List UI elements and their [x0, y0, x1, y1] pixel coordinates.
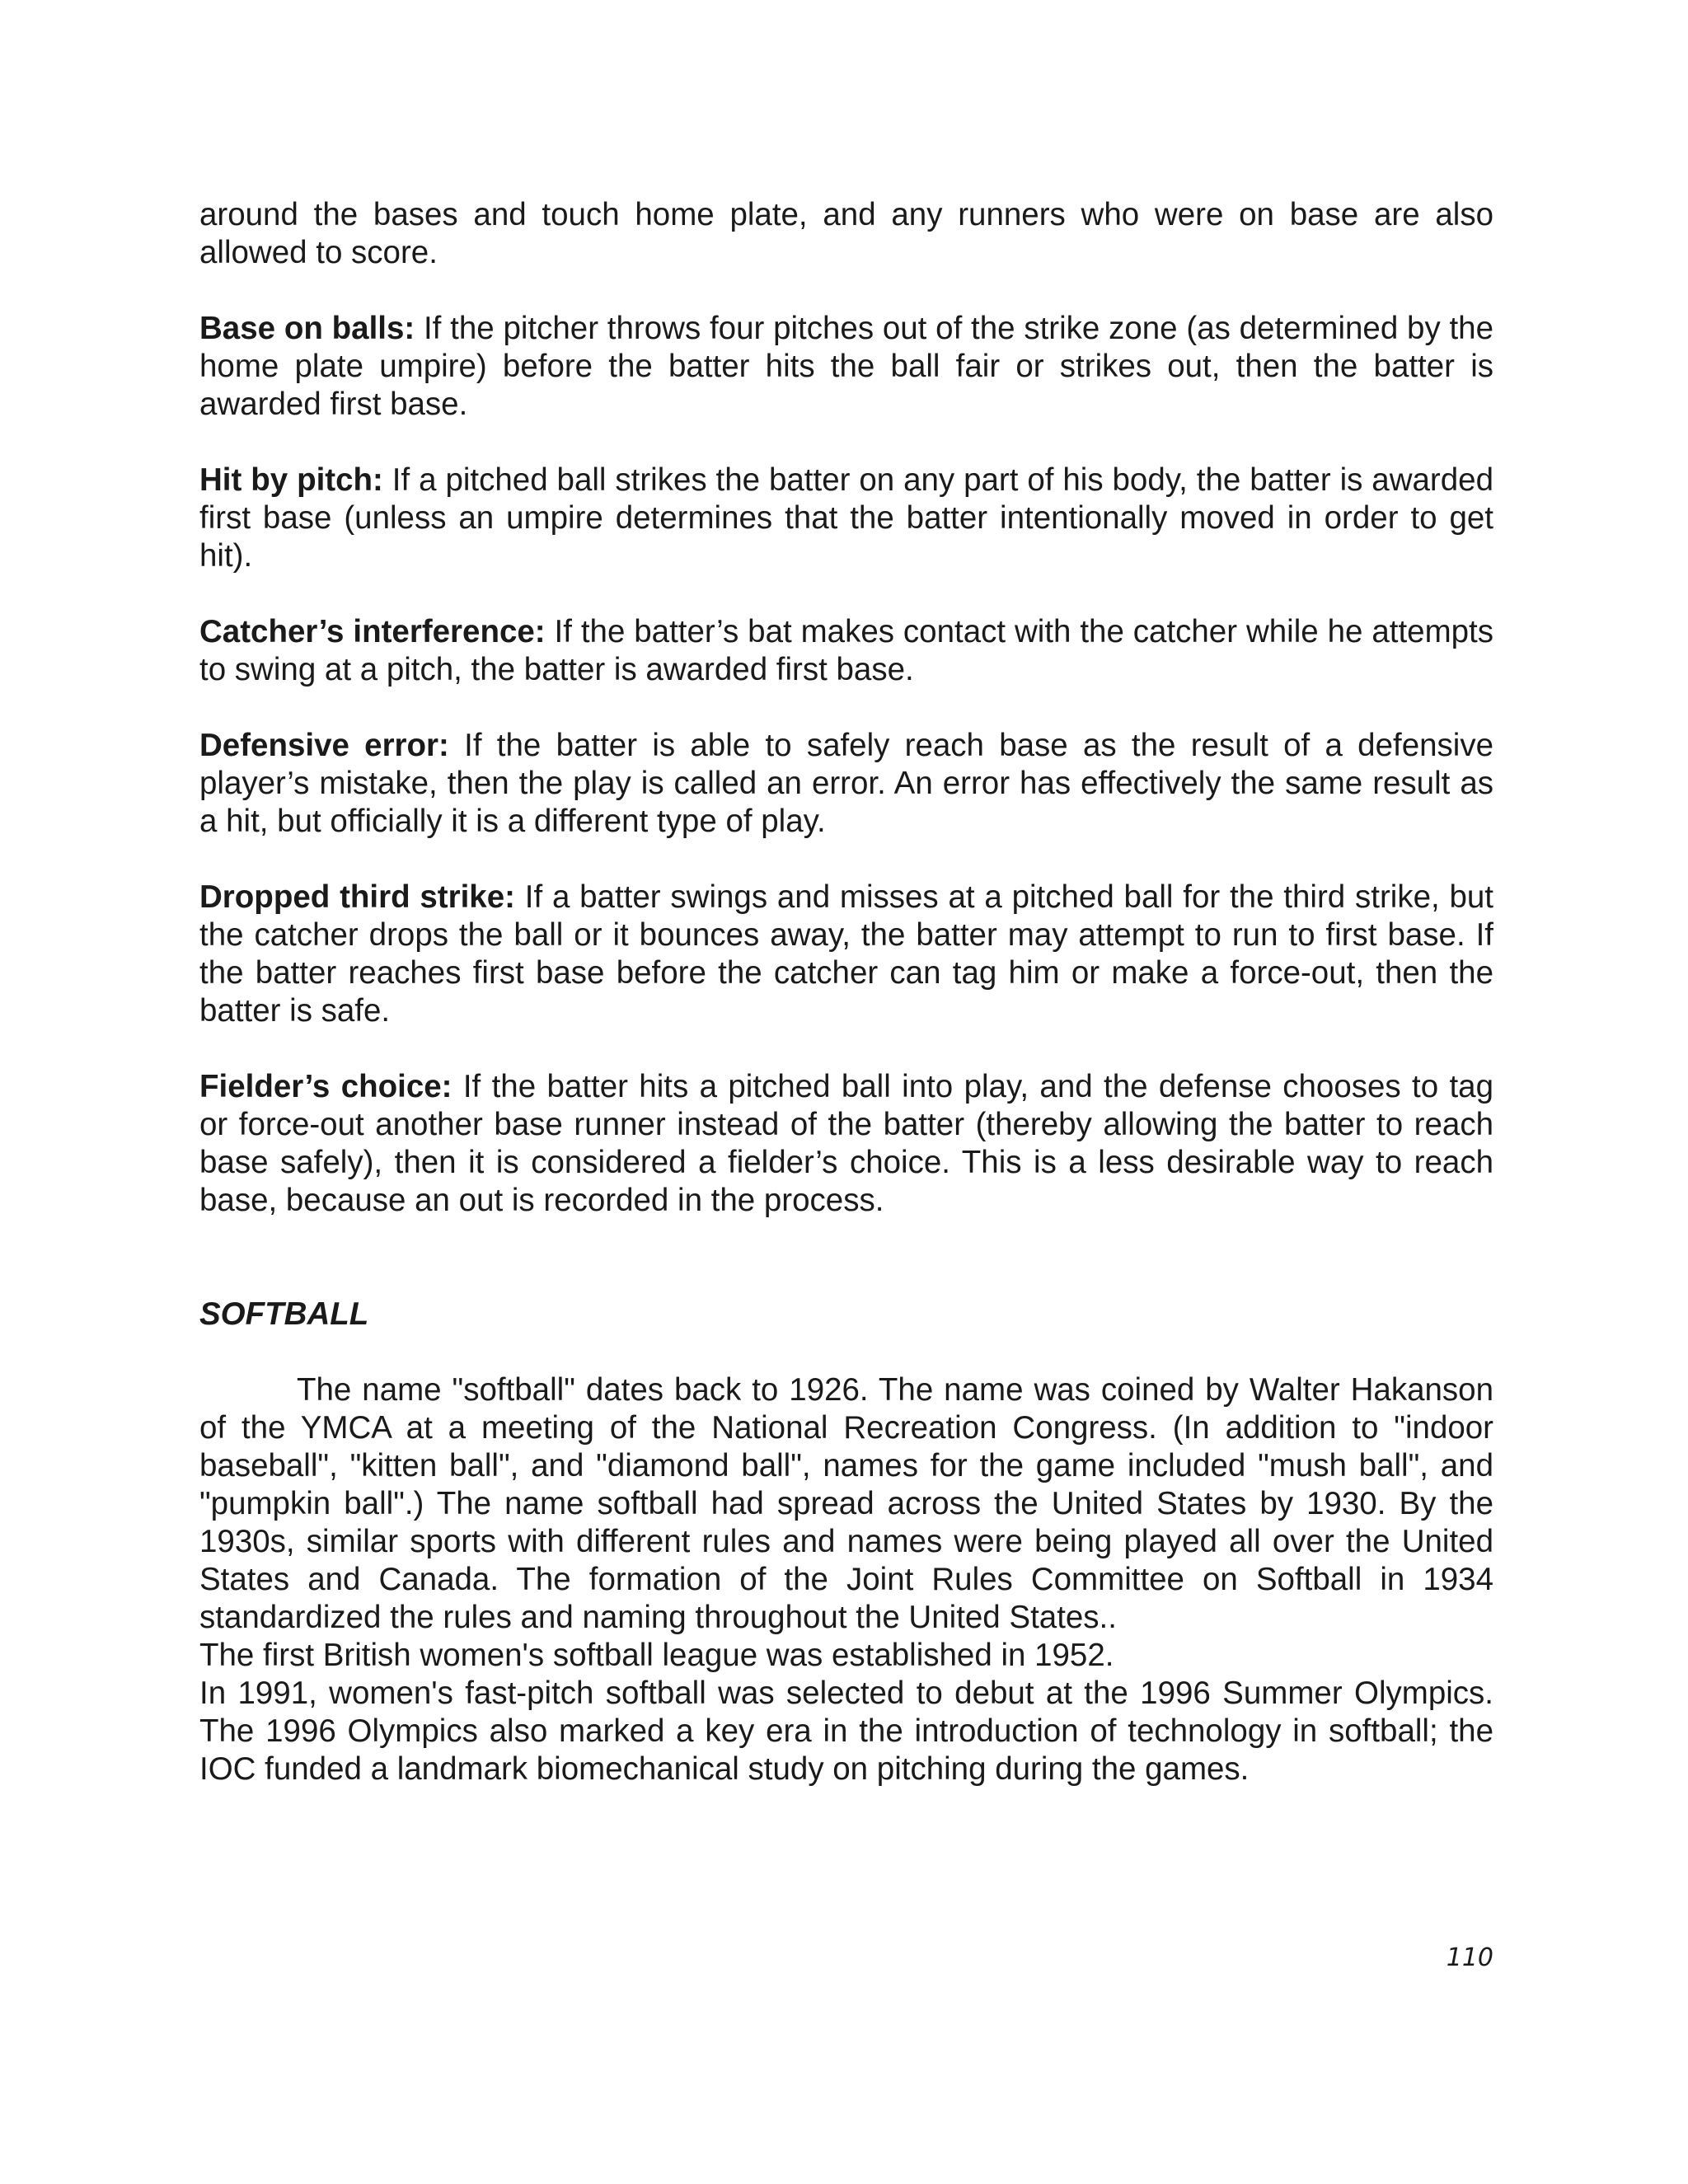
defensive-error-text: If the batter is able to safely reach base as the result of a defensive player’s mistake, then the play is called an error. An error has effectively the same result as a hit, but officially it is a different type of play.	[199, 728, 1493, 839]
base-on-balls-text: If the pitcher throws four pitches out of the strike zone (as determined by the home plate umpire) before the batter hits the ball fair or strikes out, then the batter is awarded first base.	[199, 311, 1493, 422]
base-on-balls-term: Base on balls:	[199, 311, 415, 346]
dropped-third-strike-paragraph	[199, 879, 1493, 1030]
catchers-interference-term: Catcher’s interference:	[199, 614, 546, 649]
page-number: 110	[1446, 1943, 1493, 1972]
intro-continuation-paragraph: around the bases and touch home plate, and any runners who were on base are also allowed to score.	[199, 197, 1493, 270]
fielders-choice-paragraph	[199, 1068, 1493, 1220]
fielders-choice-term: Fielder’s choice:	[199, 1069, 452, 1104]
hit-by-pitch-text: If a pitched ball strikes the batter on any part of his body, the batter is awarded first base (unless an umpire determines that the batter intentionally moved in order to get hit).	[199, 462, 1493, 574]
olympics-paragraph: In 1991, women's fast-pitch softball was selected to debut at the 1996 Summer Olympics. The 1996 Olympics also marked a key era in the introduction of technology in softball; the IOC funded a landmark biomechanical study on pitching during the games.	[199, 1675, 1493, 1787]
hit-by-pitch-term: Hit by pitch:	[199, 462, 383, 498]
dropped-third-strike-term: Dropped third strike:	[199, 879, 515, 915]
catchers-interference-paragraph	[199, 613, 1493, 689]
page-body	[199, 196, 1493, 1788]
section-heading-softball: SOFTBALL	[199, 1296, 369, 1332]
catchers-interference-text: If the batter’s bat makes contact with the catcher while he attempts to swing at a pitch, the batter is awarded first base.	[199, 614, 1493, 687]
hit-by-pitch-paragraph	[199, 462, 1493, 575]
dropped-third-strike-text: If a batter swings and misses at a pitched ball for the third strike, but the catcher drops the ball or it bounces away, the batter may attempt to run to first base. If the batter reaches first base before the catcher can tag him or make a force-out, then the batter is safe.	[199, 879, 1493, 1029]
fielders-choice-text: If the batter hits a pitched ball into play, and the defense chooses to tag or force-out another base runner instead of the batter (thereby allowing the batter to reach base safely), then it is considered a fielder’s choice. This is a less desirable way to reach base, because an out is recorded in the process.	[199, 1069, 1494, 1218]
base-on-balls-paragraph	[199, 310, 1493, 424]
british-league-paragraph: The first British women's softball league was established in 1952.	[199, 1638, 1114, 1673]
defensive-error-term: Defensive error:	[199, 728, 449, 763]
softball-history-paragraph: The name "softball" dates back to 1926. The name was coined by Walter Hakanson of the YMCA at a meeting of the National Recreation Congress. (In addition to "indoor baseball", "kitten ball", and "diamond ball", names for the game included "mush ball", and "pumpkin ball".) The name softball had spread across the United States by 1930. By the 1930s, similar sports with different rules and names were being played all over the United States and Canada. The formation of the Joint Rules Committee on Softball in 1934 standardized the rules and naming throughout the United States..	[199, 1372, 1493, 1635]
defensive-error-paragraph	[199, 727, 1493, 841]
